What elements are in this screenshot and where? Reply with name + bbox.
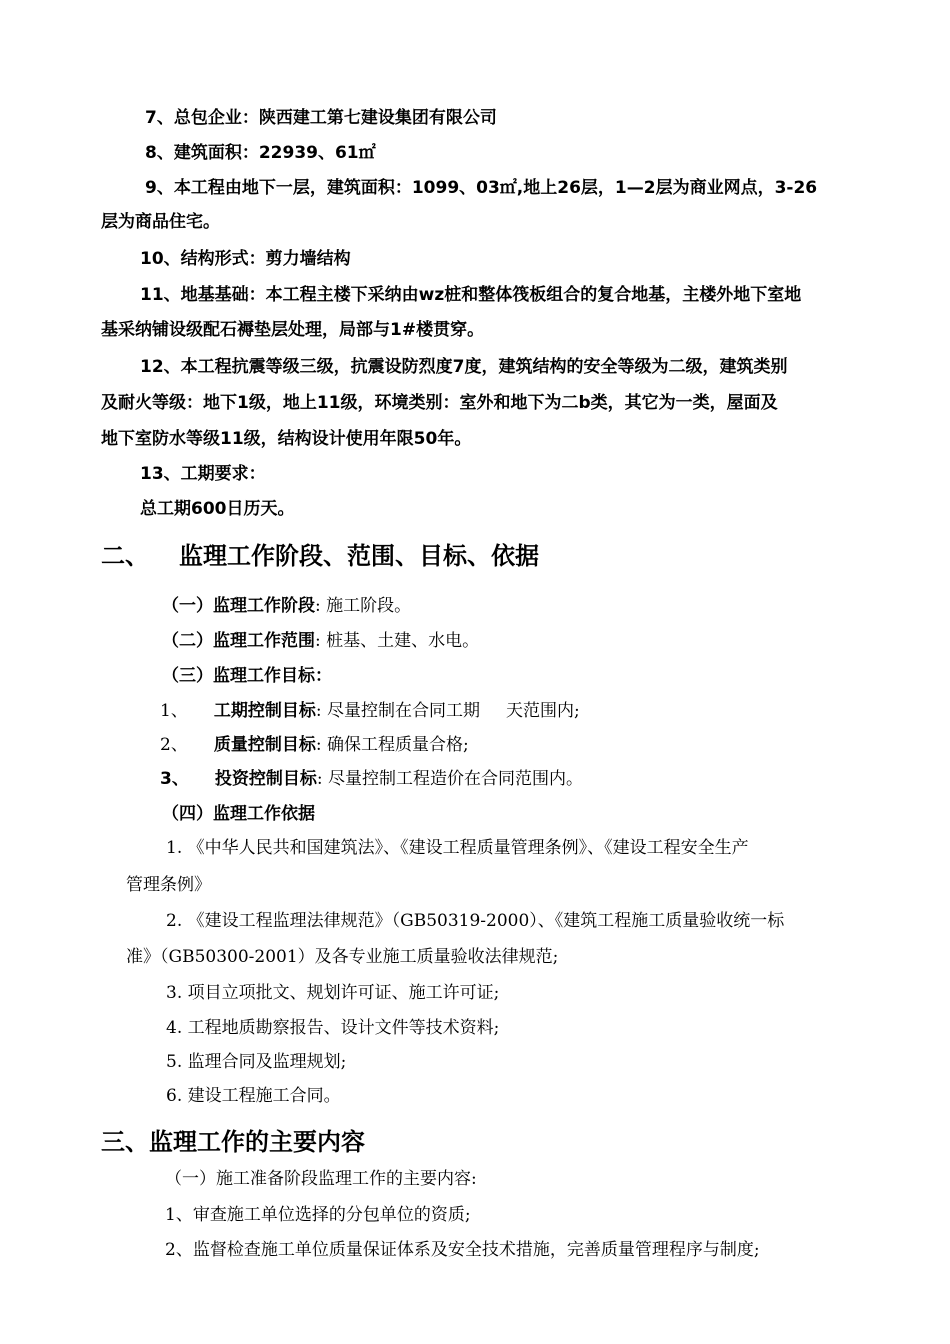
- section-2-heading: [101, 541, 539, 571]
- goal-text: : 尽量控制在合同工期: [315, 701, 480, 721]
- seismic-line-3: 地下室防水等级11级，结构设计使用年限50年。: [101, 429, 472, 449]
- section-3-item-2: 2、监督检查施工单位质量保证体系及安全技术措施，完善质量管理程序与制度;: [165, 1240, 760, 1260]
- structure-type-line: 10、结构形式：剪力墙结构: [140, 249, 351, 269]
- supervision-stage: [162, 594, 411, 618]
- building-area-line: 8、建筑面积：22939、61㎡: [145, 143, 376, 163]
- basis-item-2-line-1: 2. 《建设工程监理法律规范》（GB50319-2000）、《建筑工程施工质量验收统一标: [166, 911, 785, 931]
- supervision-basis-heading: （四）监理工作依据: [162, 804, 315, 824]
- basis-item-1-line-1: 1. 《中华人民共和国建筑法》、《建设工程质量管理条例》、《建设工程安全生产: [166, 838, 749, 858]
- seismic-line-1: 12、本工程抗震等级三级，抗震设防烈度7度，建筑结构的安全等级为二级，建筑类别: [140, 357, 788, 377]
- seismic-line-2: 及耐火等级：地下1级，地上11级，环境类别：室外和地下为二b类，其它为一类，屋面及: [101, 393, 778, 413]
- schedule-heading: 13、工期要求：: [140, 464, 266, 484]
- goal-label: 质量控制目标: [213, 735, 316, 755]
- goal-label: 工期控制目标: [213, 701, 316, 721]
- foundation-line-2: 基采纳铺设级配石褥垫层处理，局部与1#楼贯穿。: [101, 320, 485, 340]
- goal-item: [160, 767, 583, 791]
- section-2-title: 监理工作阶段、范围、目标、依据: [179, 542, 539, 570]
- basis-item-6: 6. 建设工程施工合同。: [166, 1086, 341, 1106]
- schedule-line: 总工期600日历天。: [140, 499, 295, 519]
- section-3-item-1: 1、审查施工单位选择的分包单位的资质;: [165, 1205, 471, 1225]
- goal-number: 3、: [160, 769, 189, 789]
- project-scale-line-1: 9、本工程由地下一层，建筑面积：1099、03㎡,地上26层，1—2层为商业网点，3-26: [145, 178, 818, 198]
- supervision-stage-label: （一）监理工作阶段: [162, 596, 315, 616]
- supervision-goals-heading: （三）监理工作目标：: [162, 666, 332, 686]
- goal-number: 1、: [160, 701, 188, 721]
- supervision-scope-value: : 桩基、土建、水电。: [315, 631, 480, 651]
- basis-item-5: 5. 监理合同及监理规划;: [166, 1052, 347, 1072]
- goal-text: : 尽量控制工程造价在合同范围内。: [316, 769, 583, 789]
- project-scale-line-2: 层为商品住宅。: [101, 212, 220, 232]
- basis-item-4: 4. 工程地质勘察报告、设计文件等技术资料;: [166, 1018, 500, 1038]
- section-3-subheading: （一）施工准备阶段监理工作的主要内容:: [165, 1169, 477, 1189]
- section-2-number: 二、: [101, 542, 149, 570]
- goal-tail: 天范围内;: [505, 701, 580, 721]
- project-contractor-line: 7、总包企业：陕西建工第七建设集团有限公司: [145, 108, 497, 128]
- basis-item-2-line-2: 准》（GB50300-2001）及各专业施工质量验收法律规范;: [126, 947, 559, 967]
- goal-item: [160, 699, 580, 723]
- supervision-scope-label: （二）监理工作范围: [162, 631, 315, 651]
- section-3-heading: 三、监理工作的主要内容: [101, 1128, 365, 1156]
- goal-number: 2、: [160, 735, 188, 755]
- goal-text: : 确保工程质量合格;: [315, 735, 469, 755]
- goal-item: [160, 733, 469, 757]
- goal-label: 投资控制目标: [214, 769, 317, 789]
- supervision-stage-value: : 施工阶段。: [315, 596, 412, 616]
- supervision-scope: [162, 629, 479, 653]
- foundation-line-1: 11、地基基础：本工程主楼下采纳由wz桩和整体筏板组合的复合地基，主楼外地下室地: [140, 285, 802, 305]
- basis-item-1-line-2: 管理条例》: [126, 875, 211, 895]
- basis-item-3: 3. 项目立项批文、规划许可证、施工许可证;: [166, 983, 500, 1003]
